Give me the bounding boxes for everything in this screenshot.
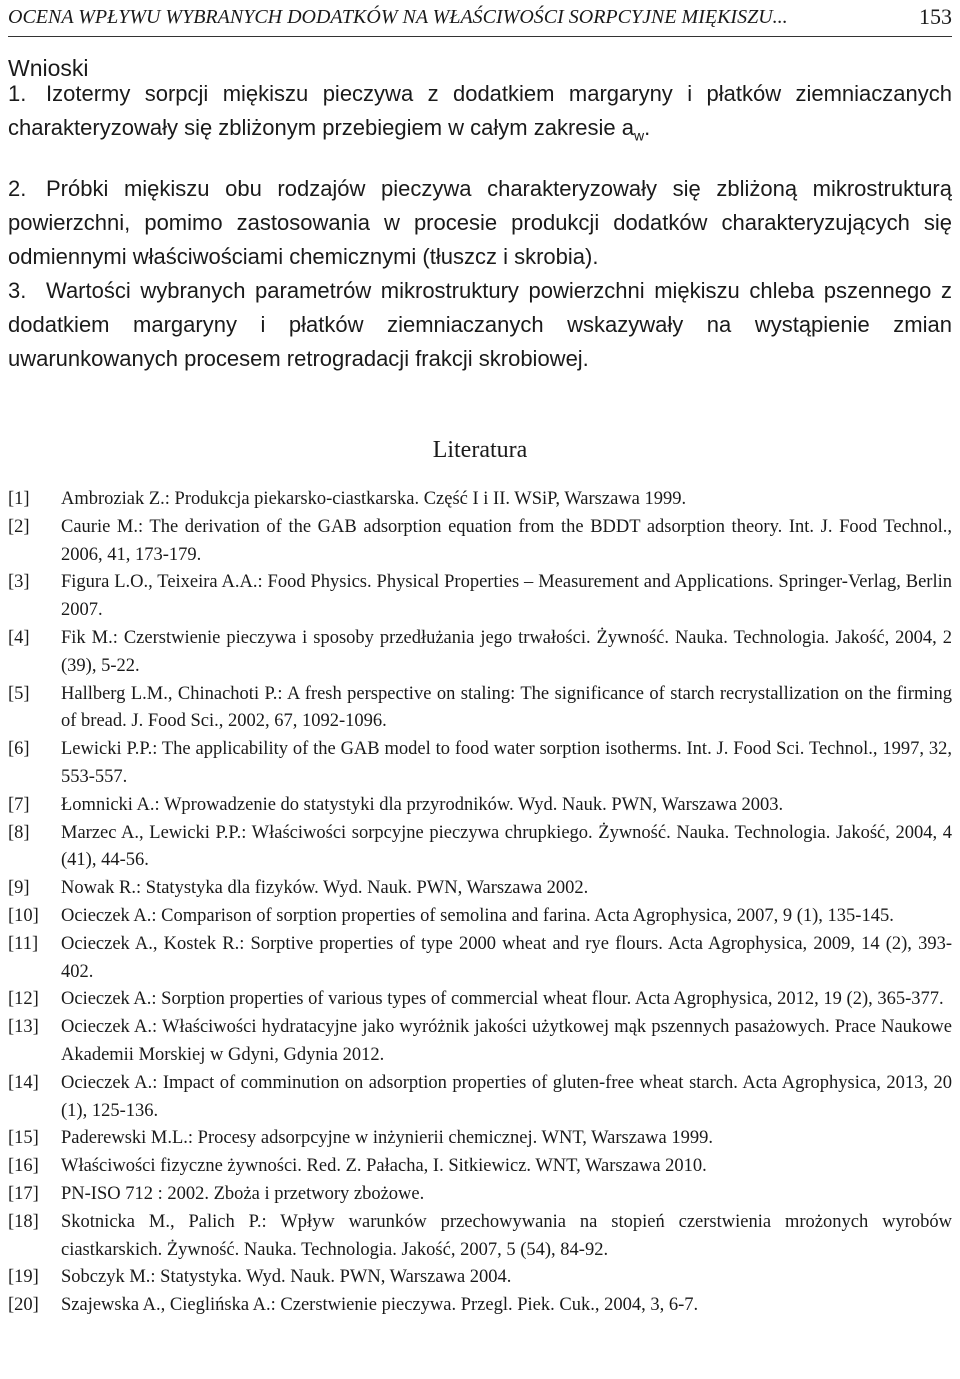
reference-item	[8, 514, 952, 570]
reference-item	[8, 1125, 952, 1153]
reference-number: [7]	[8, 794, 30, 815]
conclusion-item	[8, 77, 952, 152]
reference-item	[8, 820, 952, 876]
reference-number: [19]	[8, 1267, 39, 1288]
reference-item	[8, 986, 952, 1014]
reference-text: Ambroziak Z.: Produkcja piekarsko-ciastkarska. Część I i II. WSiP, Warszawa 1999.	[61, 489, 687, 509]
reference-text: Lewicki P.P.: The applicability of the GAB model to food water sorption isotherms. Int. J. Food Sci. Technol., 1997, 32, 553-557.	[61, 739, 952, 787]
reference-number: [8]	[8, 822, 30, 843]
reference-text: Ocieczek A.: Comparison of sorption properties of semolina and farina. Acta Agrophysica, 2007, 9 (1), 135-145.	[61, 905, 894, 926]
reference-item	[8, 1292, 952, 1320]
reference-text: Ocieczek A.: Sorption properties of various types of commercial wheat flour. Acta Agrophysica, 2012, 19 (2), 365-377.	[61, 989, 944, 1010]
reference-item	[8, 1153, 952, 1181]
reference-item	[8, 931, 952, 987]
reference-text: Figura L.O., Teixeira A.A.: Food Physics. Physical Properties – Measurement and Applications. Springer-Verlag, Berlin 2007.	[61, 572, 952, 621]
reference-number: [20]	[8, 1295, 39, 1316]
reference-item	[8, 903, 952, 931]
reference-number: [12]	[8, 989, 39, 1010]
reference-number: [18]	[8, 1211, 39, 1232]
reference-number: [5]	[8, 683, 30, 704]
reference-text: Łomnicki A.: Wprowadzenie do statystyki dla przyrodników. Wyd. Nauk. PWN, Warszawa 2003.	[61, 794, 784, 815]
reference-item	[8, 1209, 952, 1265]
reference-item	[8, 792, 952, 820]
reference-number: [3]	[8, 572, 30, 593]
reference-text: Sobczyk M.: Statystyka. Wyd. Nauk. PWN, Warszawa 2004.	[61, 1267, 512, 1288]
running-header	[8, 2, 952, 37]
reference-text: Hallberg L.M., Chinachoti P.: A fresh perspective on staling: The significance of starch recrystallization on the firming of bread. J. Food Sci., 2002, 67, 1092-1096.	[61, 683, 952, 732]
conclusion-number: 2.	[8, 176, 27, 201]
reference-text: Ocieczek A.: Właściwości hydratacyjne jako wyróżnik jakości użytkowej mąk pszennych pasażowych. Prace Naukowe Akademii Morskiej w Gdyni, Gdynia 2012.	[61, 1017, 952, 1065]
conclusion-text: Próbki miękiszu obu rodzajów pieczywa charakteryzowały się zbliżoną mikrostrukturą powierzchni, pomimo zastosowania w procesie produkcji dodatków charakteryzujących się odmiennymi właściwościami chemicznymi (tłuszcz i skrobia).	[8, 176, 952, 269]
reference-item	[8, 569, 952, 625]
reference-number: [15]	[8, 1128, 39, 1149]
reference-item	[8, 1070, 952, 1126]
conclusion-number: 1.	[8, 81, 27, 106]
conclusion-item	[8, 172, 952, 274]
reference-number: [11]	[8, 933, 39, 954]
reference-number: [2]	[8, 516, 30, 537]
conclusion-tail: .	[644, 115, 651, 140]
reference-number: [13]	[8, 1017, 39, 1038]
reference-text: Nowak R.: Statystyka dla fizyków. Wyd. Nauk. PWN, Warszawa 2002.	[61, 878, 589, 899]
reference-text: Paderewski M.L.: Procesy adsorpcyjne w inżynierii chemicznej. WNT, Warszawa 1999.	[61, 1128, 713, 1149]
reference-item	[8, 1264, 952, 1292]
reference-number: [14]	[8, 1072, 39, 1093]
reference-number: [10]	[8, 905, 39, 926]
reference-item	[8, 1014, 952, 1070]
page-number: 153	[919, 4, 952, 29]
conclusion-text: Izotermy sorpcji miękiszu pieczywa z dodatkiem margaryny i płatków ziemniaczanych charakteryzowały się zbliżonym przebiegiem w całym zakresie a	[8, 81, 952, 140]
reference-number: [9]	[8, 878, 30, 899]
reference-item	[8, 625, 952, 681]
references-heading: Literatura	[432, 437, 528, 463]
reference-item	[8, 736, 952, 792]
reference-item	[8, 875, 952, 903]
reference-item	[8, 486, 952, 514]
conclusion-text: Wartości wybranych parametrów mikrostruktury powierzchni miękiszu chleba pszennego z dodatkiem margaryny i płatków ziemniaczanych wskazywały na wystąpienie zmian uwarunkowanych procesem retrogradacji frakcji skrobiowej.	[8, 278, 952, 371]
reference-item	[8, 681, 952, 737]
reference-number: [1]	[8, 489, 30, 509]
reference-text: Caurie M.: The derivation of the GAB adsorption equation from the BDDT adsorption theory. Int. J. Food Technol., 2006, 41, 173-179.	[61, 516, 952, 565]
reference-number: [4]	[8, 627, 30, 648]
reference-number: [16]	[8, 1156, 39, 1177]
reference-text: Fik M.: Czerstwienie pieczywa i sposoby przedłużania jego trwałości. Żywność. Nauka. Technologia. Jakość, 2004, 2 (39), 5-22.	[61, 627, 952, 676]
running-title: OCENA WPŁYWU WYBRANYCH DODATKÓW NA WŁAŚCIWOŚCI SORPCYJNE MIĘKISZU...	[8, 6, 788, 28]
reference-text: Ocieczek A., Kostek R.: Sorptive properties of type 2000 wheat and rye flours. Acta Agrophysica, 2009, 14 (2), 393-402.	[61, 933, 952, 982]
reference-item	[8, 1181, 952, 1209]
reference-text: Marzec A., Lewicki P.P.: Właściwości sorpcyjne pieczywa chrupkiego. Żywność. Nauka. Technologia. Jakość, 2004, 4 (41), 44-56.	[61, 822, 952, 871]
conclusion-subscript: w	[634, 127, 645, 144]
references-list	[8, 486, 952, 1320]
reference-text: Skotnicka M., Palich P.: Wpływ warunków przechowywania na stopień czerstwienia mrożonych wyrobów ciastkarskich. Żywność. Nauka. Technologia. Jakość, 2007, 5 (54), 84-92.	[61, 1211, 952, 1260]
reference-number: [17]	[8, 1183, 39, 1204]
reference-text: Szajewska A., Cieglińska A.: Czerstwienie pieczywa. Przegl. Piek. Cuk., 2004, 3, 6-7.	[61, 1295, 699, 1316]
conclusions-heading: Wnioski	[8, 55, 89, 81]
conclusion-number: 3.	[8, 278, 27, 303]
conclusion-item	[8, 274, 952, 376]
reference-number: [6]	[8, 739, 30, 760]
reference-text: PN-ISO 712 : 2002. Zboża i przetwory zbożowe.	[61, 1183, 425, 1204]
reference-text: Ocieczek A.: Impact of comminution on adsorption properties of gluten-free wheat starch. Acta Agrophysica, 2013, 20 (1), 125-136.	[61, 1072, 952, 1121]
reference-text: Właściwości fizyczne żywności. Red. Z. Pałacha, I. Sitkiewicz. WNT, Warszawa 2010.	[61, 1156, 707, 1177]
